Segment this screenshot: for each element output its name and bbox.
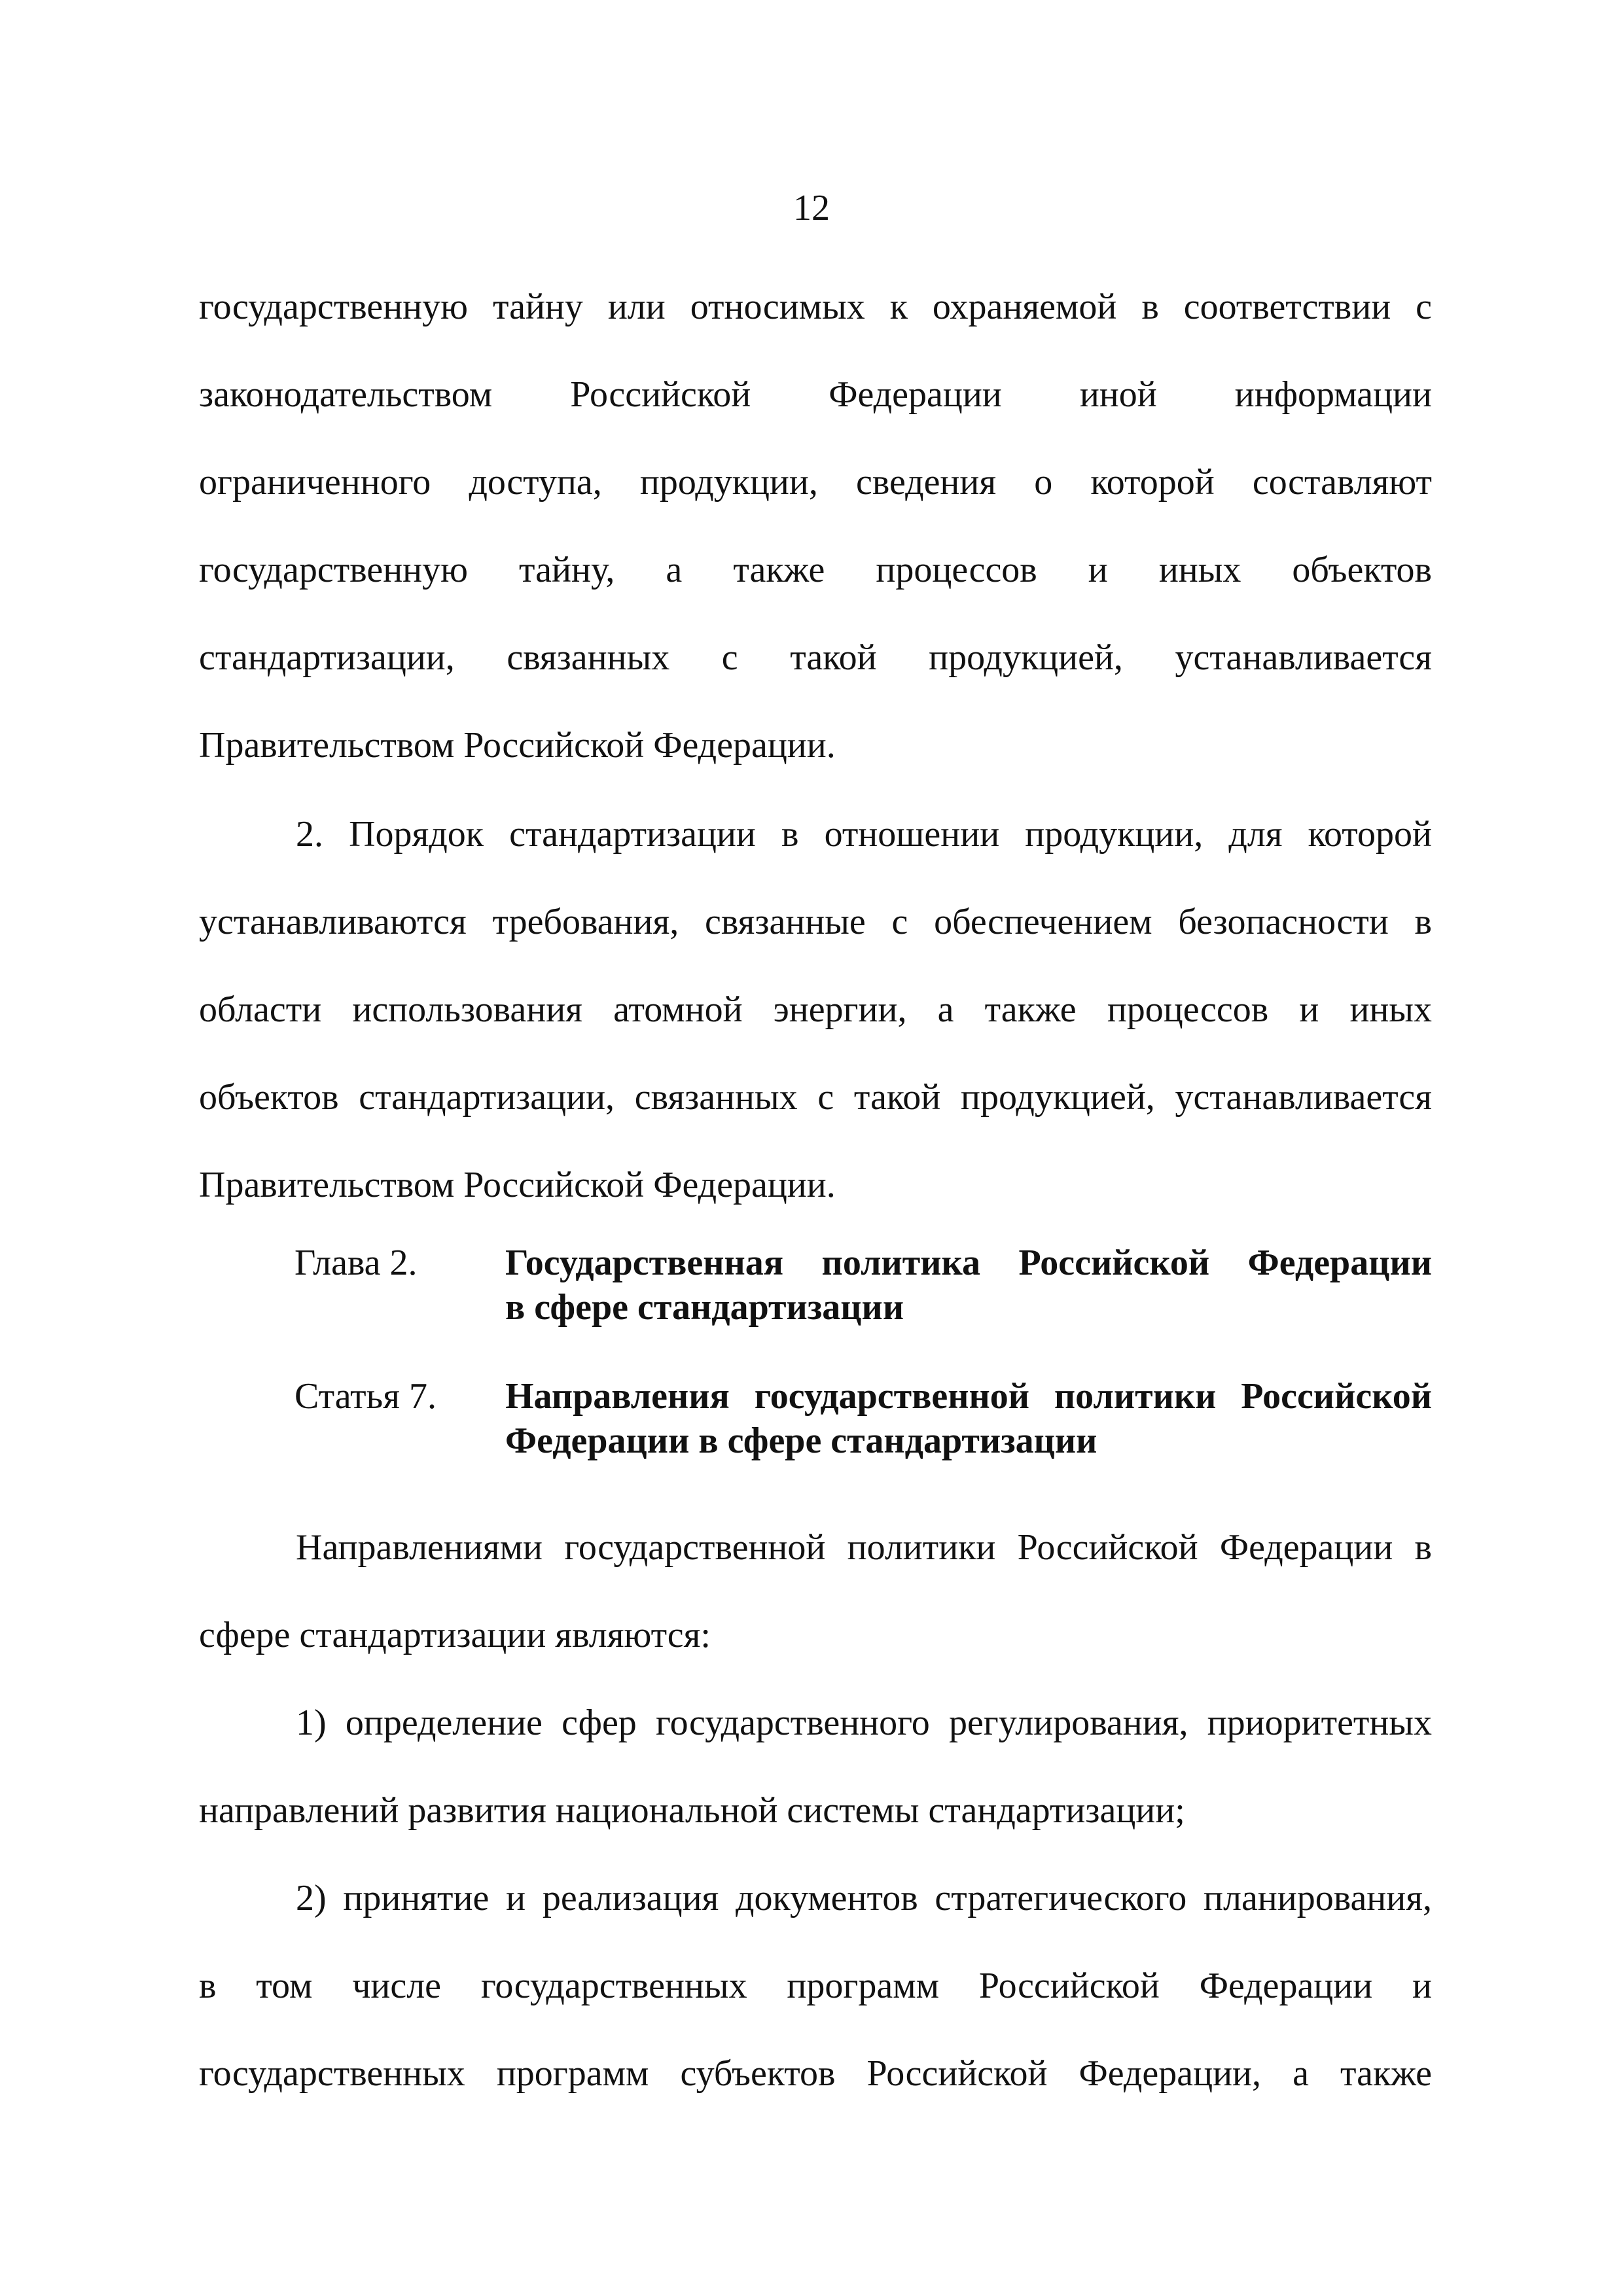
text-line: ограниченного доступа, продукции, сведения о которой составляют: [199, 462, 1432, 503]
article-title-line: Федерации в сфере стандартизации: [505, 1421, 1097, 1461]
paragraph-continuation: [199, 263, 1432, 789]
text-line: Правительством Российской Федерации.: [199, 1165, 836, 1205]
chapter-title-line: в сфере стандартизации: [505, 1287, 904, 1328]
text-line: Направлениями государственной политики Российской Федерации в: [296, 1527, 1432, 1568]
article-heading: [294, 1374, 1432, 1466]
text-line: государственных программ субъектов Российской Федерации, а также: [199, 2053, 1432, 2094]
text-line: области использования атомной энергии, а также процессов и иных: [199, 989, 1432, 1030]
text-line: 2. Порядок стандартизации в отношении продукции, для которой: [296, 814, 1432, 855]
list-item-2: [199, 1854, 1432, 2117]
text-line: направлений развития национальной системы стандартизации;: [199, 1790, 1185, 1831]
paragraph-directions: [199, 1504, 1432, 1679]
text-line: объектов стандартизации, связанных с такой продукцией, устанавливается: [199, 1077, 1432, 1118]
page-number: 12: [793, 188, 830, 228]
chapter-title-line: Государственная политика Российской Федерации: [505, 1243, 1432, 1283]
text-line: государственную тайну или относимых к охраняемой в соответствии с: [199, 287, 1432, 327]
chapter-label: Глава 2.: [294, 1243, 418, 1283]
text-line: законодательством Российской Федерации иной информации: [199, 374, 1432, 415]
text-line: стандартизации, связанных с такой продукцией, устанавливается: [199, 637, 1432, 678]
article-title: [505, 1374, 1432, 1463]
list-item-1: [199, 1679, 1432, 1854]
text-line: 1) определение сфер государственного регулирования, приоритетных: [296, 1703, 1432, 1743]
article-label: Статья 7.: [294, 1376, 437, 1417]
text-line: сфере стандартизации являются:: [199, 1615, 711, 1655]
text-line: устанавливаются требования, связанные с обеспечением безопасности в: [199, 902, 1432, 942]
text-line: 2) принятие и реализация документов стратегического планирования,: [296, 1878, 1432, 1918]
chapter-heading: [294, 1241, 1432, 1332]
text-line: в том числе государственных программ Российской Федерации и: [199, 1966, 1432, 2006]
paragraph-clause-2: [199, 790, 1432, 1229]
article-title-line: Направления государственной политики Российской: [505, 1376, 1432, 1417]
text-line: Правительством Российской Федерации.: [199, 725, 836, 766]
text-line: государственную тайну, а также процессов и иных объектов: [199, 550, 1432, 590]
chapter-title: [505, 1241, 1432, 1330]
